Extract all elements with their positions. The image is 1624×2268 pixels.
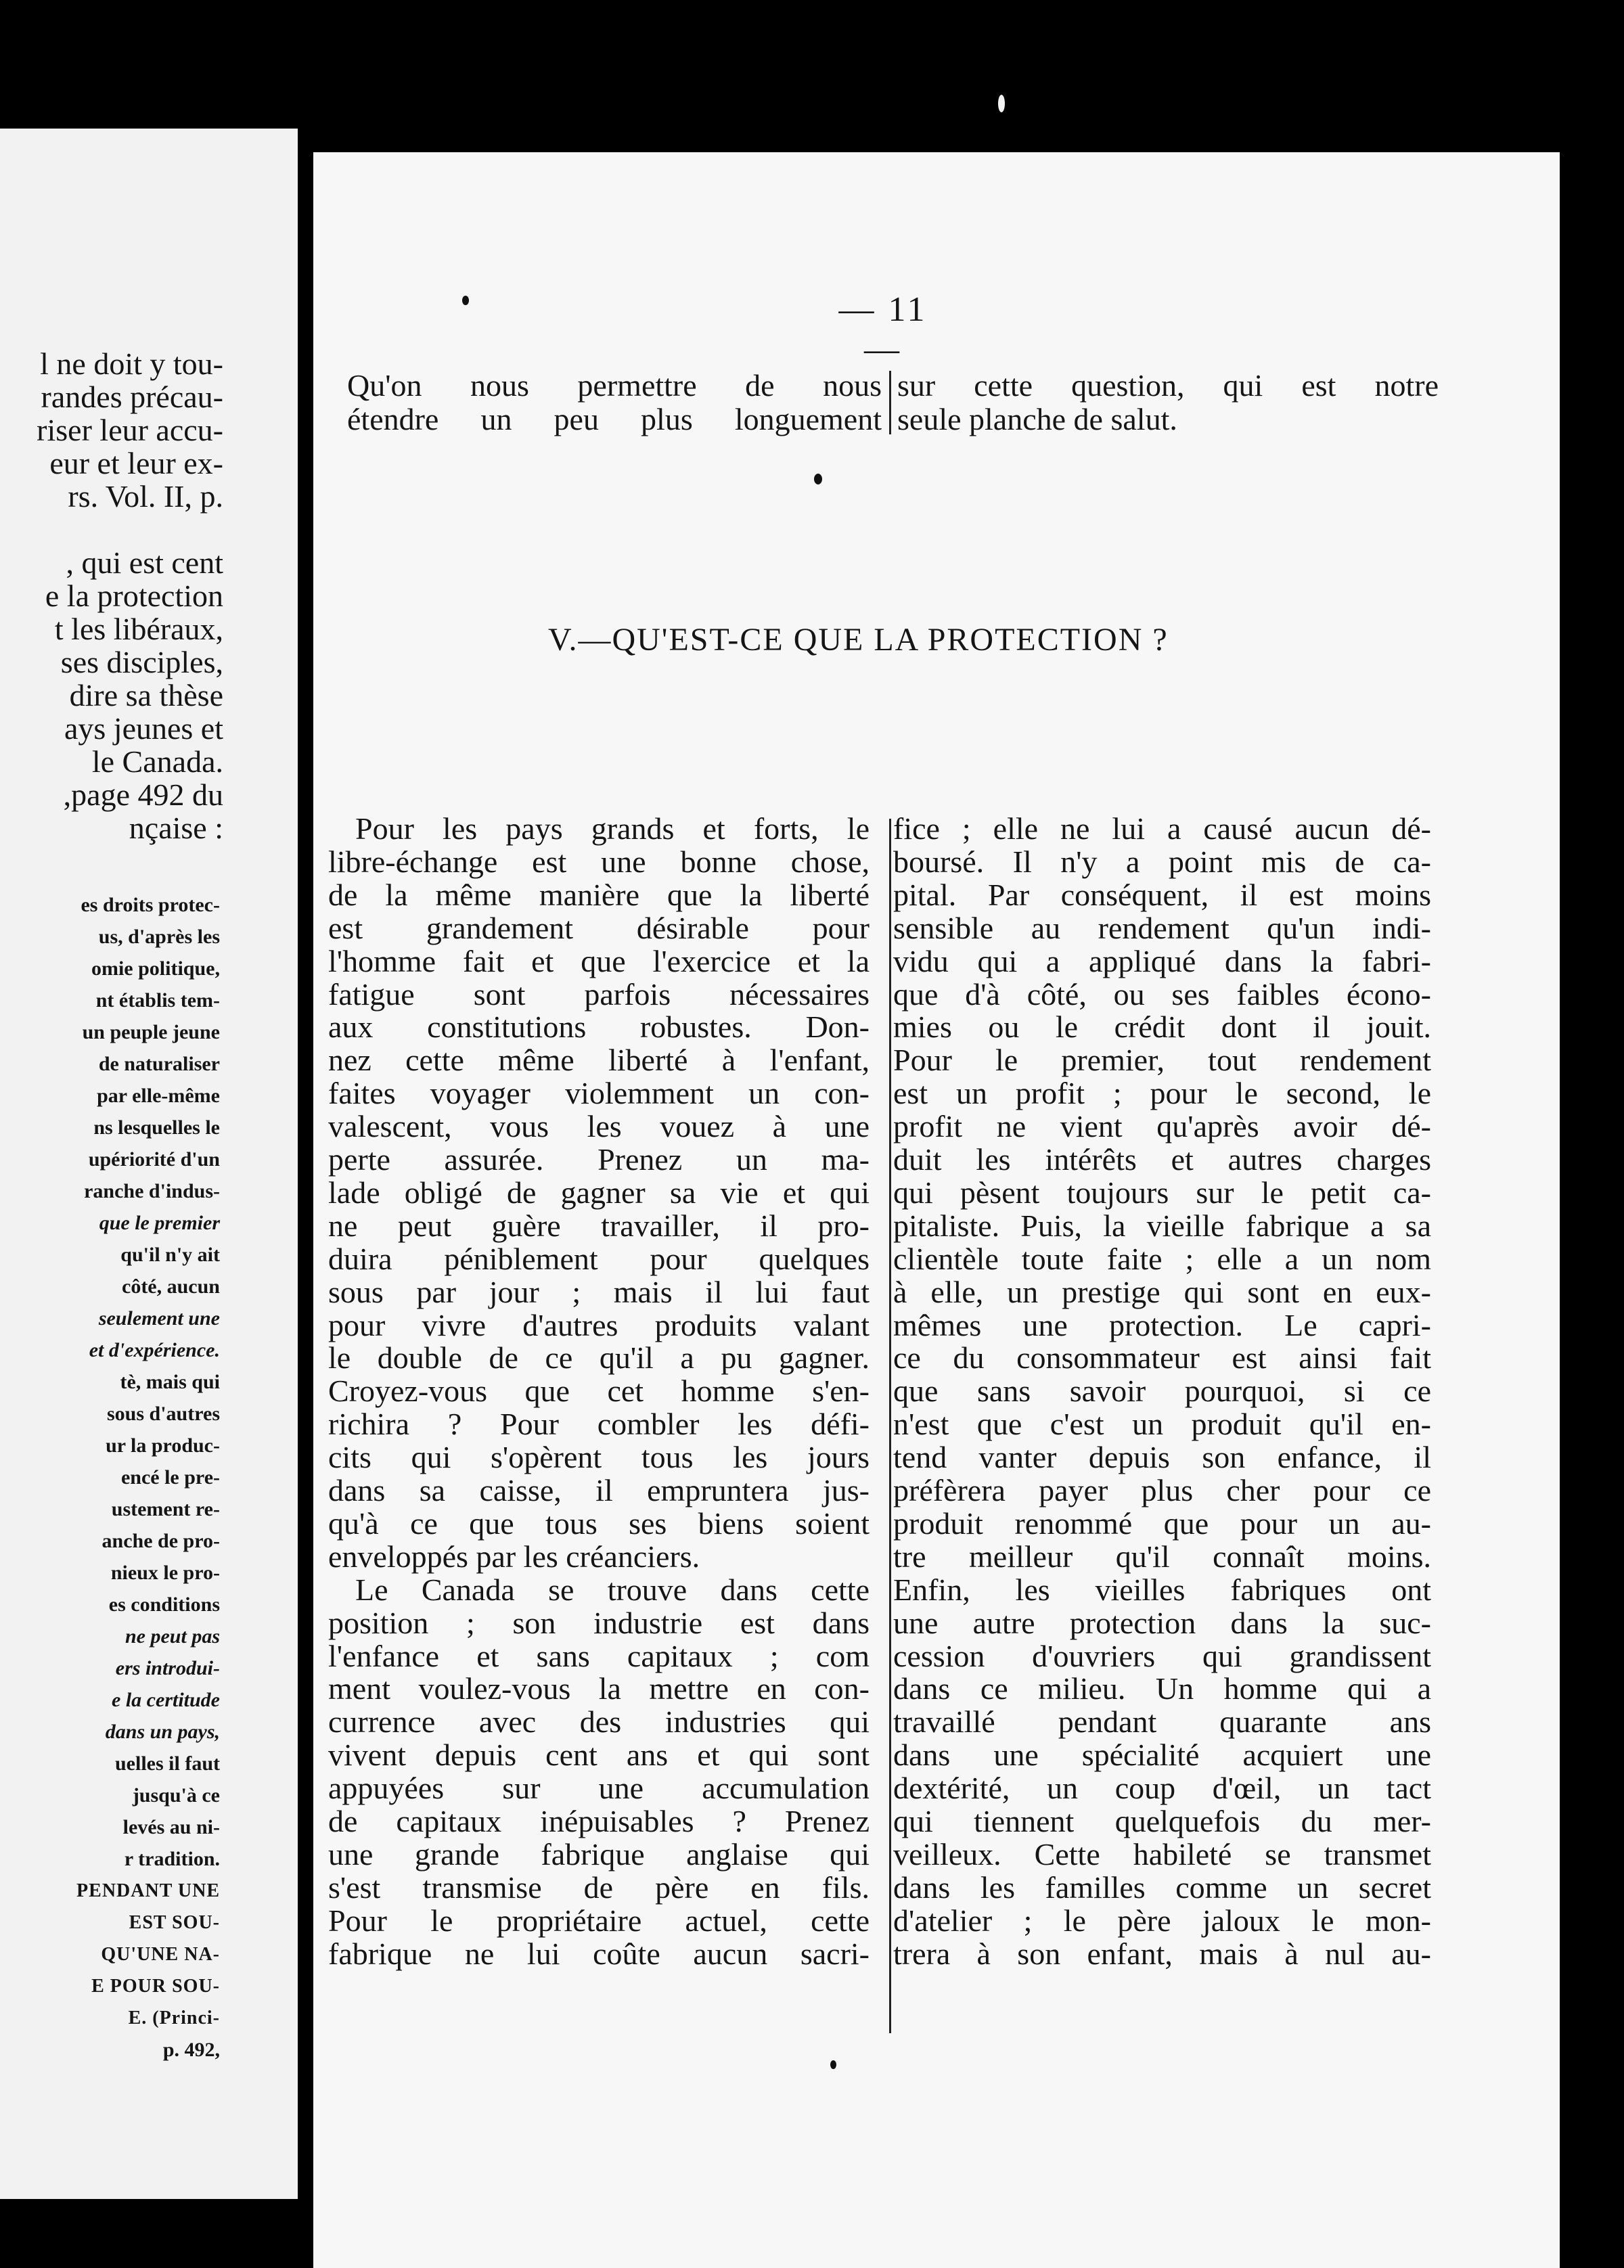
left-page-note-line: E POUR SOU- [91,1976,220,1997]
left-page-note-line: nt établis tem- [95,989,220,1012]
text-line: de capitaux inépuisables ? Prenez [328,1804,870,1838]
text-line: ce du consommateur est ainsi fait [893,1340,1431,1376]
text-line: trera à son enfant, mais à nul au- [893,1936,1431,1971]
left-page-note-line: uelles il faut [115,1752,220,1775]
text-line: une autre protection dans la suc- [893,1605,1431,1640]
left-page-note-line: un peuple jeune [82,1021,220,1043]
left-page-line: ,page 492 du [63,777,223,812]
left-page-note-line: sous d'autres [107,1403,220,1425]
text-line: faites voyager violemment un con- [328,1076,870,1111]
text-line: qui pèsent toujours sur le petit ca- [893,1175,1431,1210]
text-line: profit ne vient qu'après avoir dé- [893,1109,1431,1144]
text-line: est un profit ; pour le second, le [893,1076,1431,1111]
text-line: pital. Par conséquent, il est moins [893,877,1431,912]
text-line: Pour le premier, tout rendement [893,1043,1431,1078]
left-page-note-line: r tradition. [124,1848,220,1870]
text-line: fice ; elle ne lui a causé aucun dé- [893,811,1431,846]
left-page-fragment [0,129,298,2199]
text-line: currence avec des industries qui [328,1704,870,1740]
text-line: une grande fabrique anglaise qui [328,1836,870,1872]
left-page-note-line: par elle-même [97,1085,220,1107]
page-number: — 11 — [838,290,928,369]
text-line: valescent, vous les vouez à une [328,1109,870,1144]
text-line: à elle, un prestige qui sont en eux- [893,1274,1431,1309]
text-line: cits qui s'opèrent tous les jours [328,1440,870,1475]
text-line: dextérité, un coup d'œil, un tact [893,1771,1431,1806]
left-page-line: t les libéraux, [54,612,223,646]
left-page-note-line: et d'expérience. [89,1339,220,1361]
left-page-line: rs. Vol. II, p. [68,479,223,514]
left-page-line: ses disciples, [60,645,223,679]
left-page-note-line: us, d'après les [98,926,220,948]
section-heading: V.—QU'EST-CE QUE LA PROTECTION ? [548,622,1169,658]
text-line: cession d'ouvriers qui grandissent [893,1638,1431,1673]
text-line: Le Canada se trouve dans cette [355,1572,870,1607]
text-line: Enfin, les vieilles fabriques ont [893,1572,1431,1607]
left-page-note-line: QU'UNE NA- [101,1944,220,1965]
text-line: de la même manière que la liberté [328,877,870,912]
left-page-note-line: que le premier [99,1212,220,1234]
left-page-line: eur et leur ex- [49,446,223,480]
text-line: fatigue sont parfois nécessaires [328,976,870,1012]
text-line: n'est que c'est un produit qu'il en- [893,1407,1431,1442]
left-page-line: , qui est cent [66,545,223,580]
text-line: dans sa caisse, il empruntera jus- [328,1473,870,1507]
column-rule-top [889,371,891,434]
text-line: vidu qui a appliqué dans la fabri- [893,943,1431,978]
text-line: mies ou le crédit dont il jouit. [893,1010,1431,1045]
left-page-note-line: qu'il n'y ait [120,1244,220,1266]
text-line: préfèrera payer plus cher pour ce [893,1473,1431,1507]
text-line: nez cette même liberté à l'enfant, [328,1043,870,1078]
left-page-line: nçaise : [129,811,223,845]
text-line: que d'à côté, ou ses faibles écono- [893,976,1431,1012]
left-page-note-line: nieux le pro- [110,1562,220,1584]
left-page-note-line: e la certitude [112,1689,220,1711]
left-page-note-line: ne peut pas [125,1625,220,1648]
print-dot [462,296,469,305]
text-line: lade obligé de gagner sa vie et qui [328,1175,870,1210]
left-page-note-line: anche de pro- [102,1530,220,1552]
text-line: que sans savoir pourquoi, si ce [893,1374,1431,1409]
text-line: travaillé pendant quarante ans [893,1704,1431,1740]
text-line: tend vanter depuis son enfance, il [893,1440,1431,1475]
left-page-note-line: es conditions [108,1593,220,1616]
left-page-line: riser leur accu- [37,413,223,447]
text-line: produit renommé que pour un au- [893,1505,1431,1541]
text-line: Pour les pays grands et forts, le [355,811,870,846]
text-line: duira péniblement pour quelques [328,1241,870,1276]
text-line: richira ? Pour combler les défi- [328,1407,870,1442]
text-line: d'atelier ; le père jaloux le mon- [893,1903,1431,1938]
print-dot [830,2060,836,2069]
left-page-note-line: encé le pre- [120,1466,220,1489]
text-line: dans une spécialité acquiert une [893,1738,1431,1773]
column-rule-main [889,819,891,2033]
text-line: pour vivre d'autres produits valant [328,1307,870,1342]
text-line: sous par jour ; mais il lui faut [328,1274,870,1309]
left-page-note-line: EST SOU- [129,1912,220,1933]
text-line: Pour le propriétaire actuel, cette [328,1903,870,1938]
left-page-note-line: de naturaliser [98,1053,220,1075]
text-line: sensible au rendement qu'un indi- [893,910,1431,945]
text-line: libre-échange est une bonne chose, [328,844,870,879]
left-page-note-line: p. 492, [162,2039,220,2061]
text-line: Qu'on nous permettre de nous [347,368,882,403]
text-line: duit les intérêts et autres charges [893,1142,1431,1177]
text-line: s'est transmise de père en fils. [328,1869,870,1905]
left-page-note-line: PENDANT UNE [76,1880,220,1901]
text-line: l'homme fait et que l'exercice et la [328,943,870,978]
left-page-line: l ne doit y tou- [40,346,223,381]
text-line: ne peut guère travailler, il pro- [328,1208,870,1243]
text-line: seule planche de salut. [897,402,1177,436]
text-line: clientèle toute faite ; elle a un nom [893,1241,1431,1276]
text-line: l'enfance et sans capitaux ; com [328,1638,870,1673]
text-line: étendre un peu plus longuement [347,402,882,436]
left-page-note-line: ers introdui- [115,1657,220,1679]
left-page-line: ays jeunes et [64,711,223,746]
left-page-note-line: E. (Princi- [128,2008,220,2028]
left-page-line: e la protection [45,579,223,613]
text-line: position ; son industrie est dans [328,1605,870,1640]
left-page-line: dire sa thèse [69,678,223,712]
left-page-note-line: dans un pays, [105,1721,220,1743]
text-line: ment voulez-vous la mettre en con- [328,1671,870,1706]
print-dot [998,95,1005,112]
left-page-note-line: ranche d'indus- [84,1180,220,1202]
text-line: est grandement désirable pour [328,910,870,945]
left-page-note-line: seulement une [98,1307,220,1330]
left-page-line: randes précau- [41,380,223,414]
text-line: le double de ce qu'il a pu gagner. [328,1340,870,1376]
text-line: qu'à ce que tous ses biens soient [328,1505,870,1541]
text-line: fabrique ne lui coûte aucun sacri- [328,1936,870,1971]
print-dot [814,474,822,484]
left-page-note-line: upériorité d'un [88,1148,220,1171]
text-line: vivent depuis cent ans et qui sont [328,1738,870,1773]
left-page-note-line: ustement re- [111,1498,220,1520]
left-page-note-line: omie politique, [91,957,220,980]
left-page-note-line: ur la produc- [106,1434,220,1457]
left-page-note-line: tè, mais qui [120,1371,220,1393]
text-line: appuyées sur une accumulation [328,1771,870,1806]
left-page-note-line: jusqu'à ce [132,1784,220,1807]
text-line: enveloppés par les créanciers. [328,1539,700,1574]
text-line: perte assurée. Prenez un ma- [328,1142,870,1177]
text-line: dans ce milieu. Un homme qui a [893,1671,1431,1706]
left-page-note-line: côté, aucun [122,1275,220,1298]
text-line: tre meilleur qu'il connaît moins. [893,1539,1431,1574]
left-page-note-line: levés au ni- [122,1816,220,1838]
text-line: sur cette question, qui est notre [897,368,1439,403]
text-line: Croyez-vous que cet homme s'en- [328,1374,870,1409]
text-line: boursé. Il n'y a point mis de ca- [893,844,1431,879]
text-line: dans les familles comme un secret [893,1869,1431,1905]
text-line: aux constitutions robustes. Don- [328,1010,870,1045]
left-page-line: le Canada. [91,744,223,779]
text-line: veilleux. Cette habileté se transmet [893,1836,1431,1872]
left-page-note-line: ns lesquelles le [93,1116,220,1139]
text-line: mêmes une protection. Le capri- [893,1307,1431,1342]
text-line: qui tiennent quelquefois du mer- [893,1804,1431,1838]
text-line: pitaliste. Puis, la vieille fabrique a sa [893,1208,1431,1243]
left-page-note-line: es droits protec- [81,894,220,916]
